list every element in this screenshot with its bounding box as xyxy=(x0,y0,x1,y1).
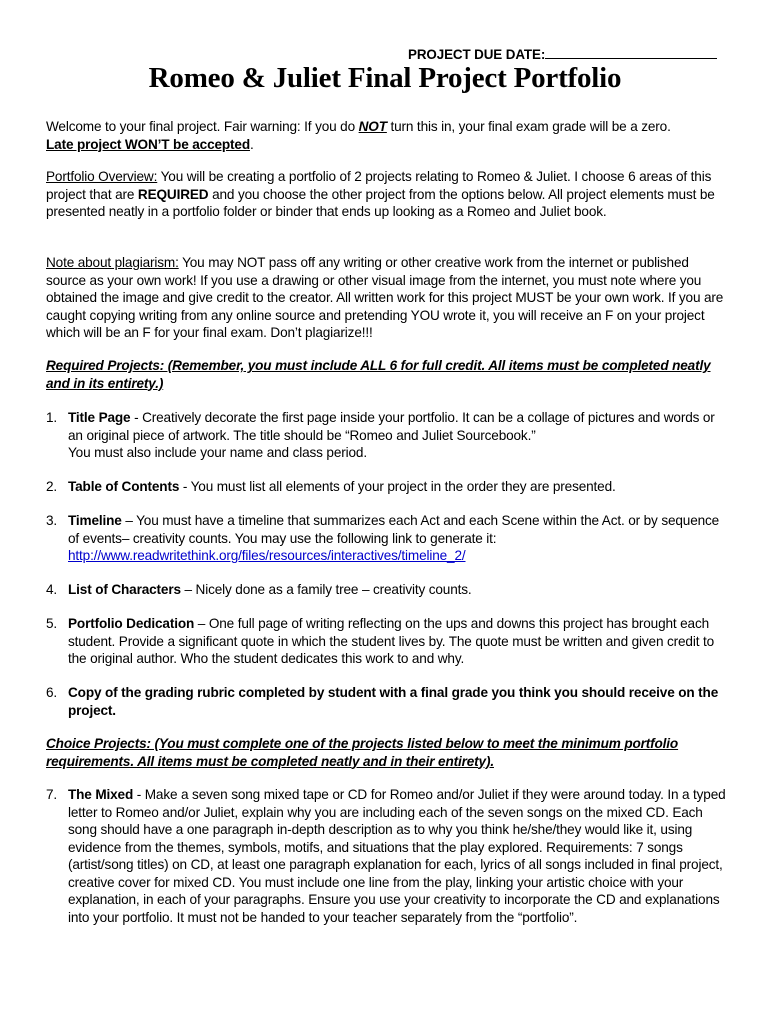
item-content xyxy=(68,409,726,462)
item-title: Portfolio Dedication xyxy=(68,616,195,631)
item-title: The Mixed xyxy=(68,787,134,802)
item-text: - Make a seven song mixed tape or CD for Romeo and/or Juliet if they were around today. In a typed letter to Romeo and/or Juliet, explain why you are including each of the seven songs on the mixed CD. Each song should have a one paragraph in-depth description as to why you think he/she/they would like it, using evidence from the themes, symbols, motifs, and situations that the play explored. Requirements: 7 songs (artist/song titles) on CD, at least one paragraph explanation for each, lyrics of all songs included in final project, creative cover for mixed CD. You must include one line from the play, linking your artistic choice with your explanation, in each of your paragraphs. Ensure you use your creativity to incorporate the CD and explanations into your portfolio. It must not be handed to your teacher separately from the “portfolio”. xyxy=(68,787,726,925)
item-extra-text: You must also include your name and class period. xyxy=(68,445,367,460)
overview-paragraph xyxy=(46,168,726,221)
timeline-link[interactable]: http://www.readwritethink.org/files/resources/interactives/timeline_2/ xyxy=(68,548,466,563)
item-title: Copy of the grading rubric completed by student with a final grade you think you should receive on the project. xyxy=(68,685,719,718)
item-title: Table of Contents xyxy=(68,479,180,494)
item-number: 1. xyxy=(46,410,58,425)
item-text: – One full page of writing reflecting on the ups and downs this project has brought each student. Provide a significant quote in which the student lives by. The quote must be written and given credit to the original author. Who the student dedicates this work to and why. xyxy=(68,616,715,666)
item-number: 4. xyxy=(46,582,58,597)
item-title: Timeline xyxy=(68,513,122,528)
page-title: Romeo & Juliet Final Project Portfolio xyxy=(148,62,622,94)
due-date-label: PROJECT DUE DATE: xyxy=(408,47,546,62)
due-date-field xyxy=(408,46,717,62)
plagiarism-label: Note about plagiarism: xyxy=(46,255,179,270)
intro-text-a: Welcome to your final project. Fair warning: If you do xyxy=(46,119,359,134)
item-number: 6. xyxy=(46,685,58,700)
item-text: - You must list all elements of your project in the order they are presented. xyxy=(179,479,616,494)
plagiarism-paragraph xyxy=(46,254,726,342)
item-content xyxy=(68,512,726,565)
item-content xyxy=(68,684,726,719)
item-content xyxy=(68,581,726,599)
item-title: List of Characters xyxy=(68,582,181,597)
intro-paragraph xyxy=(46,118,726,153)
overview-label: Portfolio Overview: xyxy=(46,169,158,184)
late-warning: Late project WON’T be accepted xyxy=(46,136,250,152)
item-number: 5. xyxy=(46,616,58,631)
item-content xyxy=(68,478,726,496)
required-emphasis: REQUIRED xyxy=(137,186,209,202)
not-emphasis: NOT xyxy=(358,119,387,134)
item-number: 2. xyxy=(46,479,58,494)
plagiarism-text: You may NOT pass off any writing or other creative work from the internet or published source as your own work! If you use a drawing or other visual image from the internet, you must note where you obtained the image and give credit to the creator. All written work for this project MUST be your own work. If you are caught copying writing from any online source and pretending YOU wrote it, you will receive an F on your project which will be an F for your final exam. Don’t plagiarize!!! xyxy=(46,255,724,340)
item-content xyxy=(68,615,726,668)
choice-projects-heading: Choice Projects: (You must complete one of the projects listed below to meet the minimum portfolio requirements. All items must be completed neatly and in their entirety). xyxy=(46,736,679,769)
item-content xyxy=(68,786,726,926)
required-projects-heading: Required Projects: (Remember, you must include ALL 6 for full credit. All items must be completed neatly and in its entirety.) xyxy=(46,358,711,391)
overview-text-a: You will be creating a portfolio of 2 projects relating to Romeo & Juliet. I choose 6 areas of this project that are xyxy=(46,169,712,202)
item-text: – Nicely done as a family tree – creativity counts. xyxy=(180,582,472,597)
item-text: - Creatively decorate the first page inside your portfolio. It can be a collage of pictures and words or an original piece of artwork. The title should be “Romeo and Juliet Sourcebook.” xyxy=(68,410,715,443)
item-title: Title Page xyxy=(68,410,131,425)
item-text: – You must have a timeline that summarizes each Act and each Scene within the Act. or by sequence of events– creativity counts. You may use the following link to generate it: xyxy=(68,513,720,546)
intro-text-b: turn this in, your final exam grade will be a zero. xyxy=(386,119,671,134)
due-date-blank-line xyxy=(545,46,717,59)
late-period: . xyxy=(249,136,254,152)
item-number: 3. xyxy=(46,513,58,528)
overview-text-b: and you choose the other project from the options below. All project elements must be presented neatly in a portfolio folder or binder that ends up looking as a Romeo and Juliet book. xyxy=(46,186,715,219)
item-number: 7. xyxy=(46,787,58,802)
